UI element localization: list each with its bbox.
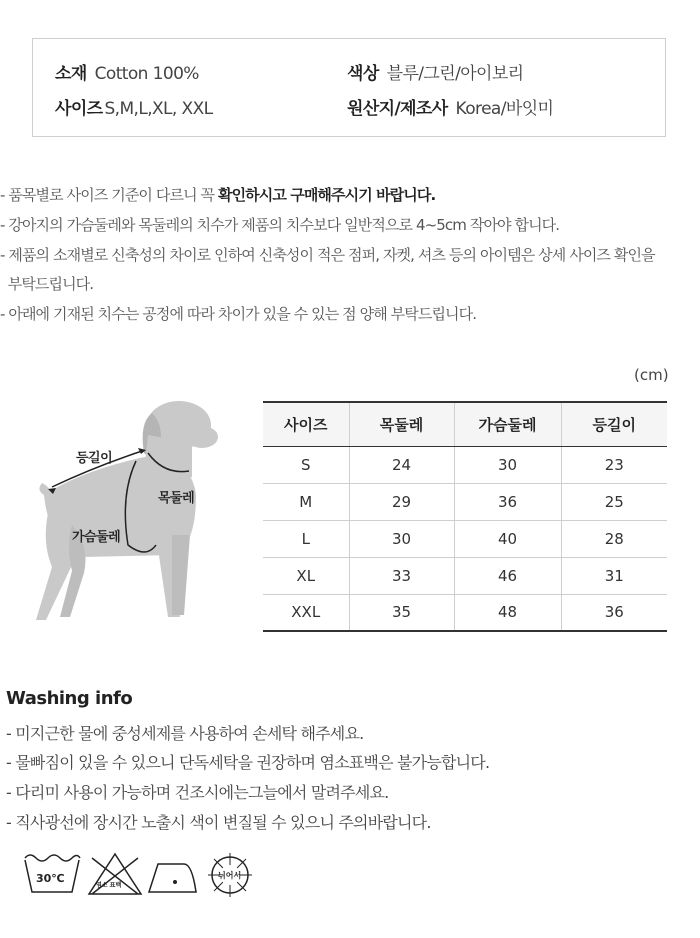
- cell-back: 31: [561, 557, 667, 594]
- no-bleach-icon: [86, 850, 144, 898]
- cell-size: M: [263, 483, 349, 520]
- cell-chest: 40: [454, 520, 561, 557]
- care-icons: [22, 850, 262, 900]
- size-table: [263, 401, 667, 632]
- bleach-label: 염소 표백: [96, 882, 122, 889]
- spec-color-value: 블루/그린/아이보리: [386, 64, 524, 84]
- table-row: [263, 446, 667, 483]
- spec-size-label: 사이즈: [55, 99, 103, 119]
- washing-item: - 다리미 사용이 가능하며 건조시에는그늘에서 말려주세요.: [6, 783, 389, 802]
- wash-temp-label: 30℃: [36, 872, 65, 885]
- spec-size: [55, 94, 213, 119]
- cell-back: 36: [561, 594, 667, 631]
- header-size: 사이즈: [263, 402, 349, 446]
- cell-neck: 33: [349, 557, 454, 594]
- spec-origin-value: Korea/바잇미: [455, 99, 554, 119]
- dry-label: 뉘어서: [218, 871, 242, 880]
- cell-back: 23: [561, 446, 667, 483]
- dog-label-neck: 목둘레: [158, 491, 195, 506]
- spec-size-value: S,M,L,XL, XXL: [104, 99, 213, 119]
- note-item: - 품목별로 사이즈 기준이 다르니 꼭 확인하시고 구매해주시기 바랍니다.: [0, 186, 436, 204]
- washing-title: Washing info: [6, 688, 133, 709]
- unit-label: (cm): [634, 366, 669, 384]
- dog-silhouette-icon: [24, 395, 256, 633]
- spec-origin: [347, 94, 553, 119]
- cell-back: 25: [561, 483, 667, 520]
- table-row: [263, 557, 667, 594]
- spec-color-label: 색상: [347, 64, 379, 84]
- washing-item: - 물빠짐이 있을 수 있으니 단독세탁을 권장하며 염소표백은 불가능합니다.: [6, 753, 490, 772]
- cell-chest: 36: [454, 483, 561, 520]
- dog-label-chest: 가슴둘레: [72, 530, 121, 545]
- note-item: - 아래에 기재된 치수는 공정에 따라 차이가 있을 수 있는 점 양해 부탁드립니다.: [0, 305, 477, 323]
- table-row: [263, 483, 667, 520]
- note-item: - 강아지의 가슴둘레와 목둘레의 치수가 제품의 치수보다 일반적으로 4~5cm 작아야 합니다.: [0, 216, 560, 234]
- header-back: 등길이: [561, 402, 667, 446]
- iron-icon: [146, 850, 200, 898]
- spec-color: [347, 59, 524, 84]
- cell-neck: 29: [349, 483, 454, 520]
- cell-neck: 30: [349, 520, 454, 557]
- note-item: - 제품의 소재별로 신축성의 차이로 인하여 신축성이 적은 점퍼, 자켓, 셔츠 등의 아이템은 상세 사이즈 확인을: [0, 246, 655, 264]
- table-header-row: [263, 402, 667, 446]
- note-item: 부탁드립니다.: [0, 275, 94, 293]
- spec-box: [32, 38, 666, 137]
- cell-size: XL: [263, 557, 349, 594]
- spec-material: [55, 59, 199, 84]
- cell-chest: 30: [454, 446, 561, 483]
- cell-neck: 24: [349, 446, 454, 483]
- cell-back: 28: [561, 520, 667, 557]
- spec-material-label: 소재: [55, 64, 87, 84]
- cell-neck: 35: [349, 594, 454, 631]
- cell-size: L: [263, 520, 349, 557]
- spec-origin-label: 원산지/제조사: [347, 99, 448, 119]
- cell-size: XXL: [263, 594, 349, 631]
- dog-label-back: 등길이: [76, 451, 113, 466]
- washing-item: - 직사광선에 장시간 노출시 색이 변질될 수 있으니 주의바랍니다.: [6, 813, 431, 832]
- spec-material-value: Cotton 100%: [94, 64, 199, 84]
- header-neck: 목둘레: [349, 402, 454, 446]
- dog-measurement-illustration: [24, 395, 256, 633]
- table-row: [263, 594, 667, 631]
- header-chest: 가슴둘레: [454, 402, 561, 446]
- cell-size: S: [300, 455, 311, 474]
- cell-chest: 48: [454, 594, 561, 631]
- cell-chest: 46: [454, 557, 561, 594]
- table-row: [263, 520, 667, 557]
- washing-item: - 미지근한 물에 중성세제를 사용하여 손세탁 해주세요.: [6, 724, 364, 743]
